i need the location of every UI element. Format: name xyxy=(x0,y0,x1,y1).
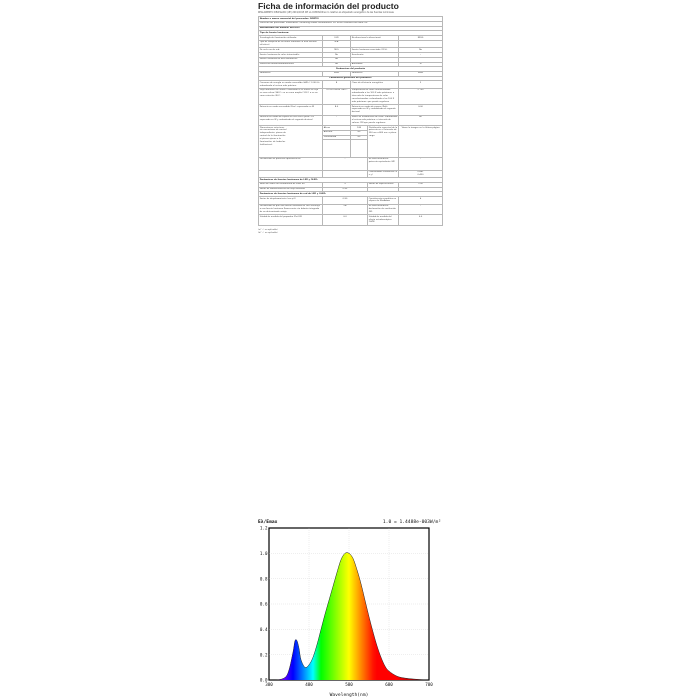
x-tick-label: 380 xyxy=(265,682,273,687)
y-axis-label: Eλ/Emax xyxy=(258,520,278,525)
table-row: Factor de desplazamiento (cos φ1) 0,90 Consistencia cromática en elipses de MacAdam 6 xyxy=(259,197,443,205)
y-tick-label: 0.6 xyxy=(259,601,268,607)
x-tick-label: 480 xyxy=(305,682,313,687)
table-row-dimensions: Dimensiones exteriores sin mecanismo de control independiente, piezas de control de la iluminación ni piezas ajenas a la iluminación, de haberlos (milímetros) Altura 108 Distribución espectral de la potencia en el intervalo de 250 nm a 800 nm, a plena carga Véase la imagen en la última página xyxy=(259,126,443,131)
footnote: (a) '-': no aplicable; xyxy=(258,228,279,231)
led-params-header: Parámetros de fuentes luminosas de LED y OLED: xyxy=(259,178,443,183)
supplier-name: Nombre o marca comercial del proveedor: ISPATIO xyxy=(259,17,443,22)
table-row: Fuente luminosa de color sintonizable: No Envolvente: - xyxy=(259,53,443,58)
table-row: Coordenadas cromáticas (x e y) 0,461 0,420 xyxy=(259,170,443,178)
table-row: Anchura 60 xyxy=(259,130,443,135)
table-row: Valor del índice de rendimiento de color R9 9 Factor de supervivencia 1,00 xyxy=(259,183,443,188)
table-row: Declaración de que una fuente luminosa de LED sustituye a una fuente luminosa fluorescente sin balasto integrado de un determinado vataje. -(b) En caso afirmativo, declaración de sustitución (W) - xyxy=(259,204,443,215)
general-params-header: Parámetros generales del producto: xyxy=(259,76,443,81)
x-tick-label: 580 xyxy=(345,682,353,687)
table-row: De red o no de red: MLS Fuente luminosa conectada (CLS): No xyxy=(259,48,443,53)
model-identifier: Identificador del modelo: A60-E00 xyxy=(259,26,443,31)
y-tick-label: 0.2 xyxy=(259,652,268,658)
dimensions-label: Dimensiones exteriores sin mecanismo de control independiente, piezas de control de la iluminación ni piezas ajenas a la iluminación, de haberlos (milímetros) xyxy=(259,126,323,158)
footnote: (b) '-': no aplicable; xyxy=(258,232,279,235)
y-tick-label: 0.8 xyxy=(259,576,268,582)
y-tick-label: 0.0 xyxy=(259,677,268,683)
x-tick-label: 680 xyxy=(385,682,393,687)
table-row: Potencia en modo de espera en red (Pnet) para CLS, expresada en W y redondeada al segundo decimal - Índice de rendimiento de color, redondeado al entero más próximo, o intervalo de valores CRI que puede regularse 80 xyxy=(259,115,443,126)
spectral-distribution-chart xyxy=(257,515,443,699)
table-row: Factor de mantenimiento del flujo luminoso 0,95 xyxy=(259,187,443,192)
footnotes xyxy=(258,229,442,236)
table-row: Tecnología de iluminación utilizada: LED No direccional o direccional: NDLS xyxy=(259,36,443,41)
y-tick-label: 1.0 xyxy=(259,550,268,556)
table-row: Potencia en modo encendido (Pon), expresada en W 8,0 Potencia en modo de espera (Psb), expresada en W y redondeada al segundo decimal 0,00 xyxy=(259,105,443,116)
table-row: Flujo luminoso útil (Φuse), indicando si se refiere al flujo en una esfera (360°), en un cono amplio (120°) o en un cono estrecho (90°) 710 en Esfera (360°) Temperatura de color correlacionada, redondeada a los 100 K más próximos, o intervalo de temperaturas de color correlacionadas, redondeado a los 100 K más próximos, que puede regularse 2 700 xyxy=(259,88,443,104)
product-information-sheet xyxy=(258,0,442,236)
table-row: Protección antideslumbramiento: No Atenuable: Sí xyxy=(259,62,443,67)
table-row: Tipo de casquillo de la fuente luminosa (u otra interfaz eléctrica) N/A xyxy=(259,40,443,48)
table-row: Declaración de potencia equivalente(a) - En caso afirmativo, potencia equivalente (W) - xyxy=(259,158,443,171)
light-type-header: Tipo de fuente luminosa: xyxy=(259,31,443,36)
mains-params-header: Parámetros de fuentes luminosas de red de LED y OLED: xyxy=(259,192,443,197)
table-row: Fuente luminosa de alta luminancia: No xyxy=(259,57,443,62)
table-row: Consumo de energía en modo encendido (kWh / 1 000 h), redondeado al entero más próximo 8 Clase de eficiencia energética F xyxy=(259,81,443,89)
supplier-address: Dirección del proveedor: einekhaster Consulting GmbH, Bethmannstr. 50, 60325 Frankfurt am Main, DE xyxy=(259,22,443,27)
x-axis-label: Wavelength(nm) xyxy=(329,693,369,698)
table-row: Profundidad 60 xyxy=(259,135,443,140)
table-row: Unidad de medida del parpadeo (Pst LM) 0,0 Unidad de medida del efecto estroboscópico (SVM) 0,0 xyxy=(259,215,443,226)
column-headers: Parámetro Valor Parámetro Valor xyxy=(259,71,443,76)
x-tick-label: 780 xyxy=(425,682,433,687)
y-tick-label: 0.4 xyxy=(259,626,268,632)
scale-label: 1.0 = 1.4488e-003W/m² xyxy=(382,520,441,525)
product-params-header: Parámetros del producto xyxy=(259,67,443,72)
page-title: Ficha de información del producto xyxy=(258,1,399,11)
intro-text: REGLAMENTO DELEGADO (UE) 2019/2015 DE LA COMISIÓN en lo relativo al etiquetado energético de las fuentes luminosas xyxy=(258,11,394,14)
y-tick-label: 1.2 xyxy=(259,525,268,531)
product-info-table xyxy=(258,16,443,225)
